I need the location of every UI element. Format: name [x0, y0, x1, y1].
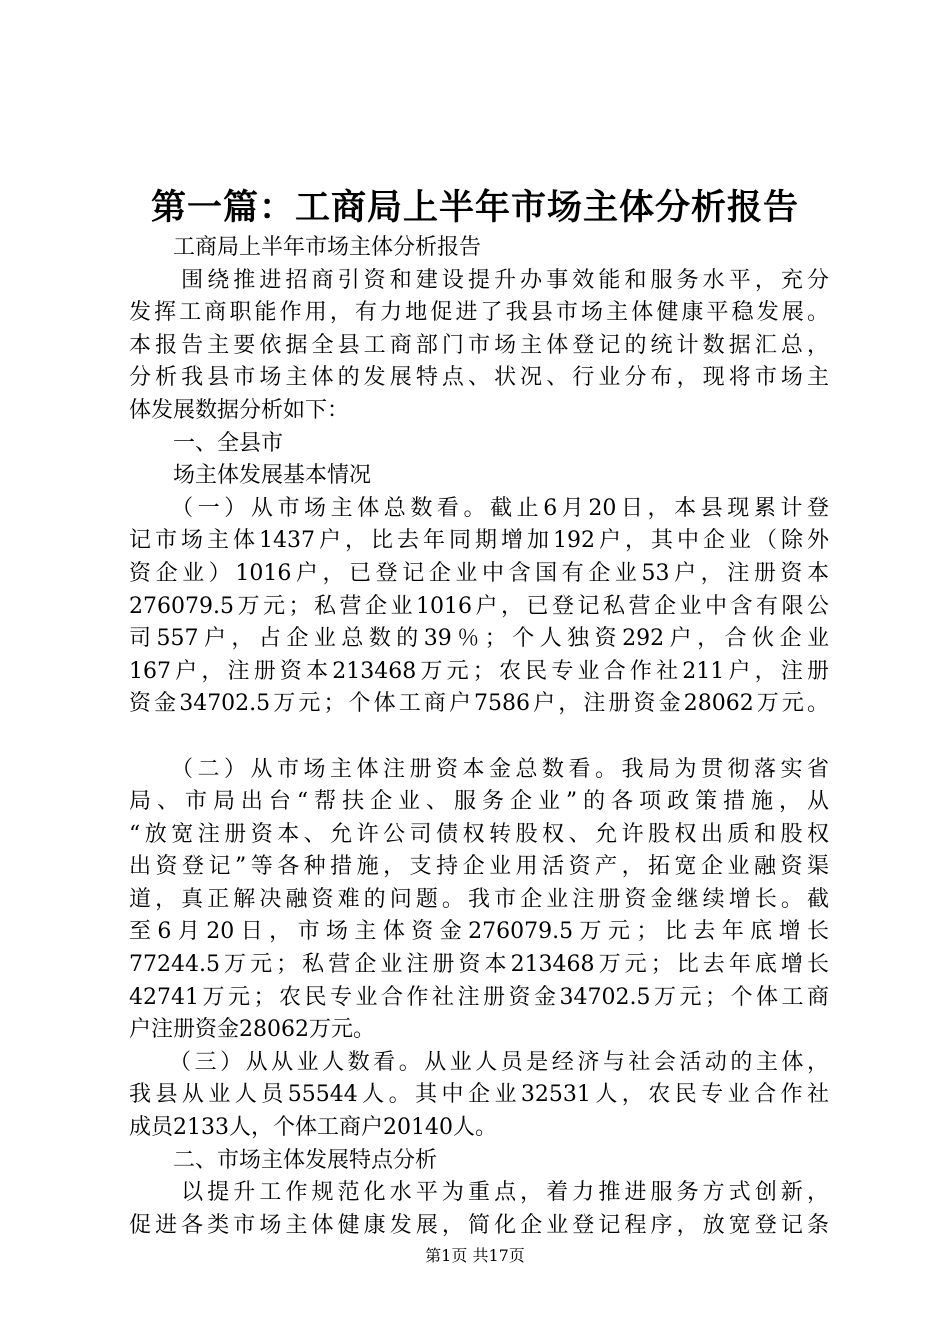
body-line: 体发展数据分析如下：	[129, 397, 350, 423]
body-line: 出资登记”等各种措施，支持企业用活资产，拓宽企业融资渠	[129, 854, 829, 880]
body-line: 工商局上半年市场主体分析报告	[129, 235, 482, 260]
body-line: （三）从从业人数看。从业人员是经济与社会活动的主体，	[129, 1049, 829, 1075]
page-number: 第1页 共17页	[425, 1246, 525, 1265]
body-line: 至6月20日，市场主体资金276079.5万元；比去年底增长	[129, 919, 829, 945]
body-line: 成员2133人，个体工商户20140人。	[129, 1115, 497, 1141]
body-line: 道，真正解决融资难的问题。我市企业注册资金继续增长。截	[129, 886, 829, 912]
body-line: 一、全县市	[129, 430, 284, 456]
document-title: 第一篇：工商局上半年市场主体分析报告	[150, 187, 799, 228]
body-line: 资金34702.5万元；个体工商户7586户，注册资金28062万元。	[129, 691, 829, 717]
body-line: 发挥工商职能作用，有力地促进了我县市场主体健康平稳发展。	[129, 300, 829, 326]
body-line: 二、市场主体发展特点分析	[129, 1147, 438, 1173]
body-line: 促进各类市场主体健康发展，简化企业登记程序，放宽登记条	[129, 1212, 829, 1238]
body-line: 42741万元；农民专业合作社注册资金34702.5万元；个体工商	[129, 984, 829, 1010]
document-body	[129, 232, 829, 1242]
body-line: 我县从业人员55544人。其中企业32531人，农民专业合作社	[129, 1082, 829, 1108]
body-line: 276079.5万元；私营企业1016户，已登记私营企业中含有限公	[129, 593, 829, 619]
body-line: （二）从市场主体注册资本金总数看。我局为贯彻落实省	[129, 756, 829, 782]
body-line: 167户，注册资本213468万元；农民专业合作社211户，注册	[129, 658, 829, 684]
body-line: 司557户，占企业总数的39％；个人独资292户，合伙企业	[129, 626, 829, 652]
blank-line	[129, 721, 829, 754]
body-line: 围绕推进招商引资和建设提升办事效能和服务水平，充分	[129, 267, 829, 293]
body-line: 分析我县市场主体的发展特点、状况、行业分布，现将市场主	[129, 365, 829, 391]
body-line: （一）从市场主体总数看。截止6月20日，本县现累计登	[129, 495, 829, 521]
body-line: 资企业）1016户，已登记企业中含国有企业53户，注册资本	[129, 560, 829, 586]
body-line: 77244.5万元；私营企业注册资本213468万元；比去年底增长	[129, 952, 829, 978]
body-line: 记市场主体1437户，比去年同期增加192户，其中企业（除外	[129, 528, 829, 554]
body-line: “放宽注册资本、允许公司债权转股权、允许股权出质和股权	[129, 821, 829, 847]
body-line: 局、市局出台“帮扶企业、服务企业”的各项政策措施，从	[129, 789, 829, 815]
body-line: 场主体发展基本情况	[129, 463, 372, 489]
body-line: 户注册资金28062万元。	[129, 1017, 375, 1043]
body-line: 本报告主要依据全县工商部门市场主体登记的统计数据汇总，	[129, 332, 829, 358]
body-line: 以提升工作规范化水平为重点，着力推进服务方式创新，	[129, 1180, 829, 1206]
